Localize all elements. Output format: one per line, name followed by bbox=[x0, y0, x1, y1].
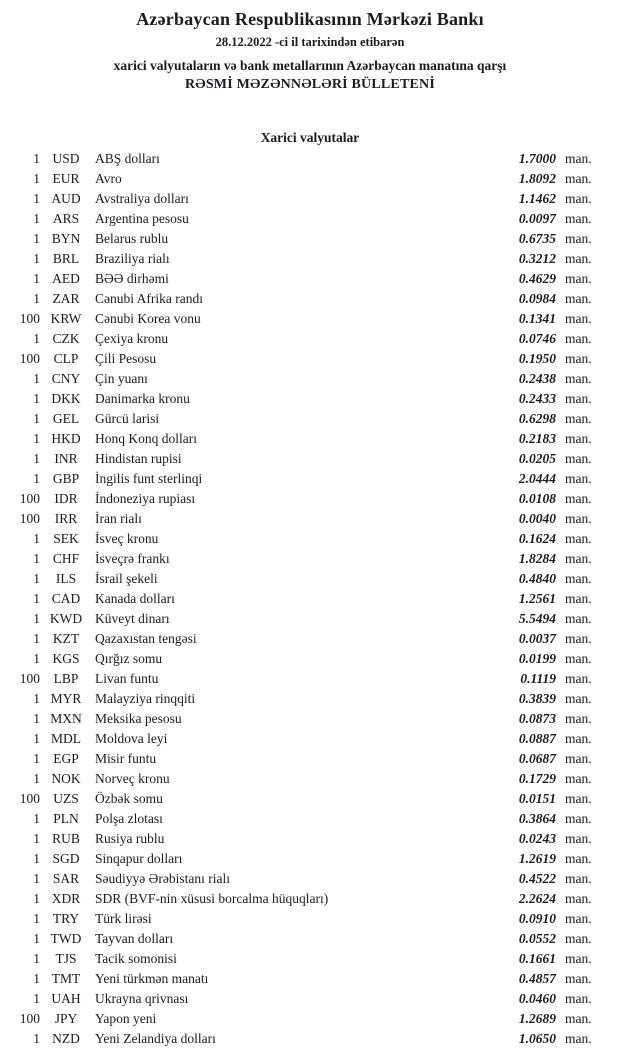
currency-code: GEL bbox=[52, 411, 80, 426]
currency-quantity: 1 bbox=[33, 191, 40, 206]
currency-unit: man. bbox=[565, 431, 592, 446]
currency-quantity: 1 bbox=[33, 1031, 40, 1046]
currency-unit: man. bbox=[565, 471, 592, 486]
currency-quantity: 1 bbox=[33, 811, 40, 826]
currency-code: CNY bbox=[51, 371, 81, 386]
currency-rate: 0.4857 bbox=[518, 971, 556, 986]
currency-code: RUB bbox=[52, 831, 80, 846]
currency-code: KZT bbox=[52, 631, 80, 646]
currency-unit: man. bbox=[565, 391, 592, 406]
currency-unit: man. bbox=[565, 271, 592, 286]
currency-quantity: 1 bbox=[33, 591, 40, 606]
currency-rate: 0.0552 bbox=[518, 931, 556, 946]
currency-code: KWD bbox=[49, 611, 83, 626]
currency-name: Danimarka kronu bbox=[95, 391, 190, 406]
rate-row bbox=[0, 629, 620, 649]
currency-rate: 1.7000 bbox=[518, 151, 556, 166]
rate-row bbox=[0, 289, 620, 309]
currency-unit: man. bbox=[565, 311, 592, 326]
currency-rate: 2.0444 bbox=[518, 471, 556, 486]
currency-name: Braziliya rialı bbox=[95, 251, 170, 266]
rate-row bbox=[0, 689, 620, 709]
rate-row bbox=[0, 909, 620, 929]
rate-row bbox=[0, 469, 620, 489]
currency-code: MXN bbox=[50, 711, 82, 726]
currency-quantity: 1 bbox=[33, 991, 40, 1006]
currency-code: CAD bbox=[51, 591, 81, 606]
currency-code: SGD bbox=[52, 851, 80, 866]
currency-quantity: 1 bbox=[33, 231, 40, 246]
currency-rate: 0.6298 bbox=[518, 411, 556, 426]
bank-title: Azərbaycan Respublikasının Mərkəzi Bankı bbox=[136, 9, 484, 29]
currency-quantity: 100 bbox=[19, 671, 40, 686]
exchange-rates-table bbox=[0, 149, 620, 1049]
rate-row bbox=[0, 649, 620, 669]
currency-name: Cənubi Korea vonu bbox=[95, 311, 201, 326]
currency-quantity: 1 bbox=[33, 171, 40, 186]
currency-quantity: 1 bbox=[33, 971, 40, 986]
currency-rate: 0.3864 bbox=[518, 811, 556, 826]
currency-rate: 1.0650 bbox=[518, 1031, 556, 1046]
currency-rate: 0.0097 bbox=[518, 211, 556, 226]
currency-name: Argentina pesosu bbox=[95, 211, 189, 226]
currency-code: IDR bbox=[54, 491, 78, 506]
effective-date-line: 28.12.2022 -ci il tarixindən etibarən bbox=[215, 35, 405, 49]
currency-quantity: 1 bbox=[33, 891, 40, 906]
currency-quantity: 1 bbox=[33, 871, 40, 886]
rate-row bbox=[0, 729, 620, 749]
currency-unit: man. bbox=[565, 411, 592, 426]
currency-quantity: 1 bbox=[33, 411, 40, 426]
currency-rate: 0.0687 bbox=[518, 751, 556, 766]
currency-name: İsveçrə frankı bbox=[95, 551, 170, 566]
currency-unit: man. bbox=[565, 911, 592, 926]
currency-rate: 0.0151 bbox=[518, 791, 556, 806]
rate-row bbox=[0, 1009, 620, 1029]
currency-quantity: 1 bbox=[33, 831, 40, 846]
currency-unit: man. bbox=[565, 651, 592, 666]
currency-quantity: 1 bbox=[33, 751, 40, 766]
currency-quantity: 1 bbox=[33, 571, 40, 586]
currency-quantity: 1 bbox=[33, 251, 40, 266]
currency-code: KRW bbox=[50, 311, 82, 326]
currency-code: PLN bbox=[53, 811, 79, 826]
currency-name: Malayziya rinqqiti bbox=[95, 691, 196, 706]
currency-unit: man. bbox=[565, 211, 592, 226]
currency-quantity: 1 bbox=[33, 711, 40, 726]
currency-name: Meksika pesosu bbox=[95, 711, 182, 726]
currency-name: Polşa zlotası bbox=[95, 811, 163, 826]
rate-row bbox=[0, 609, 620, 629]
rate-row bbox=[0, 849, 620, 869]
currency-code: UAH bbox=[51, 991, 81, 1006]
currency-quantity: 100 bbox=[19, 791, 40, 806]
currency-unit: man. bbox=[565, 1011, 592, 1026]
currency-unit: man. bbox=[565, 371, 592, 386]
currency-unit: man. bbox=[565, 951, 592, 966]
currency-rate: 1.1462 bbox=[518, 191, 556, 206]
currency-name: Yapon yeni bbox=[95, 1011, 157, 1026]
currency-rate: 0.1729 bbox=[518, 771, 556, 786]
currency-quantity: 1 bbox=[33, 731, 40, 746]
currency-rate: 0.0887 bbox=[518, 731, 556, 746]
currency-rate: 0.0040 bbox=[518, 511, 556, 526]
rate-row bbox=[0, 669, 620, 689]
currency-name: Misir funtu bbox=[95, 751, 157, 766]
currency-rate: 0.6735 bbox=[518, 231, 556, 246]
currency-rate: 0.4840 bbox=[518, 571, 556, 586]
currency-rate: 0.3839 bbox=[518, 691, 556, 706]
rate-row bbox=[0, 1029, 620, 1049]
rate-row bbox=[0, 489, 620, 509]
rate-row bbox=[0, 949, 620, 969]
currency-rate: 0.4629 bbox=[518, 271, 556, 286]
rate-row bbox=[0, 789, 620, 809]
currency-unit: man. bbox=[565, 1031, 592, 1046]
currency-code: NZD bbox=[52, 1031, 80, 1046]
section-title-foreign-currencies: Xarici valyutalar bbox=[260, 130, 360, 145]
currency-unit: man. bbox=[565, 291, 592, 306]
currency-code: USD bbox=[52, 151, 80, 166]
currency-code: DKK bbox=[51, 391, 81, 406]
currency-quantity: 100 bbox=[19, 351, 40, 366]
currency-name: Tacik somonisi bbox=[95, 951, 177, 966]
currency-code: TWD bbox=[50, 931, 82, 946]
rate-row bbox=[0, 509, 620, 529]
currency-quantity: 1 bbox=[33, 451, 40, 466]
currency-unit: man. bbox=[565, 571, 592, 586]
currency-code: SAR bbox=[52, 871, 80, 886]
currency-unit: man. bbox=[565, 231, 592, 246]
currency-unit: man. bbox=[565, 191, 592, 206]
currency-unit: man. bbox=[565, 791, 592, 806]
currency-quantity: 1 bbox=[33, 691, 40, 706]
currency-name: SDR (BVF-nin xüsusi borcalma hüquqları) bbox=[95, 891, 329, 906]
currency-unit: man. bbox=[565, 691, 592, 706]
currency-rate: 1.8284 bbox=[518, 551, 556, 566]
rate-row bbox=[0, 589, 620, 609]
currency-name: İsrail şekeli bbox=[95, 571, 158, 586]
currency-name: Belarus rublu bbox=[95, 231, 169, 246]
currency-name: Norveç kronu bbox=[95, 771, 170, 786]
rate-row bbox=[0, 529, 620, 549]
currency-quantity: 1 bbox=[33, 851, 40, 866]
currency-quantity: 1 bbox=[33, 771, 40, 786]
currency-code: EUR bbox=[52, 171, 80, 186]
currency-code: LBP bbox=[53, 671, 79, 686]
currency-name: İsveç kronu bbox=[95, 531, 159, 546]
currency-code: NOK bbox=[51, 771, 81, 786]
currency-quantity: 100 bbox=[19, 311, 40, 326]
currency-name: Avstraliya dolları bbox=[95, 191, 189, 206]
currency-rate: 0.0108 bbox=[518, 491, 556, 506]
rate-row bbox=[0, 209, 620, 229]
currency-name: Sinqapur dolları bbox=[95, 851, 183, 866]
currency-unit: man. bbox=[565, 331, 592, 346]
rate-row bbox=[0, 389, 620, 409]
rate-row bbox=[0, 989, 620, 1009]
currency-quantity: 100 bbox=[19, 1011, 40, 1026]
currency-name: Çexiya kronu bbox=[95, 331, 169, 346]
currency-rate: 0.2183 bbox=[518, 431, 556, 446]
currency-name: Hindistan rupisi bbox=[95, 451, 182, 466]
currency-unit: man. bbox=[565, 811, 592, 826]
currency-code: ILS bbox=[55, 571, 77, 586]
rate-row bbox=[0, 449, 620, 469]
currency-rate: 1.8092 bbox=[518, 171, 556, 186]
currency-quantity: 1 bbox=[33, 531, 40, 546]
currency-quantity: 1 bbox=[33, 471, 40, 486]
currency-rate: 0.2433 bbox=[518, 391, 556, 406]
rate-row bbox=[0, 149, 620, 169]
currency-name: İran rialı bbox=[95, 511, 142, 526]
currency-code: TRY bbox=[52, 911, 80, 926]
currency-rate: 0.2438 bbox=[518, 371, 556, 386]
currency-code: AUD bbox=[51, 191, 81, 206]
rate-row bbox=[0, 429, 620, 449]
currency-code: BYN bbox=[51, 231, 81, 246]
currency-quantity: 1 bbox=[33, 911, 40, 926]
bulletin-header bbox=[0, 8, 620, 94]
currency-code: MDL bbox=[51, 731, 81, 746]
rate-row bbox=[0, 969, 620, 989]
currency-code: CZK bbox=[52, 331, 80, 346]
currency-unit: man. bbox=[565, 831, 592, 846]
currency-code: IRR bbox=[54, 511, 78, 526]
rate-row bbox=[0, 569, 620, 589]
currency-name: Yeni Zelandiya dolları bbox=[95, 1031, 216, 1046]
currency-rate: 2.2624 bbox=[518, 891, 556, 906]
currency-unit: man. bbox=[565, 451, 592, 466]
rate-row bbox=[0, 409, 620, 429]
currency-rate: 1.2619 bbox=[518, 851, 556, 866]
currency-code: HKD bbox=[51, 431, 81, 446]
currency-code: JPY bbox=[54, 1011, 78, 1026]
currency-code: AED bbox=[52, 271, 80, 286]
currency-rate: 0.3212 bbox=[518, 251, 556, 266]
currency-code: MYR bbox=[50, 691, 82, 706]
currency-name: ABŞ dolları bbox=[95, 151, 160, 166]
rate-row bbox=[0, 269, 620, 289]
rate-row bbox=[0, 829, 620, 849]
rate-row bbox=[0, 749, 620, 769]
currency-name: Moldova leyi bbox=[95, 731, 168, 746]
currency-quantity: 1 bbox=[33, 271, 40, 286]
currency-name: Ukrayna qrivnası bbox=[95, 991, 189, 1006]
currency-unit: man. bbox=[565, 551, 592, 566]
currency-unit: man. bbox=[565, 351, 592, 366]
currency-quantity: 100 bbox=[19, 511, 40, 526]
rate-row bbox=[0, 309, 620, 329]
currency-unit: man. bbox=[565, 991, 592, 1006]
currency-unit: man. bbox=[565, 251, 592, 266]
currency-quantity: 1 bbox=[33, 211, 40, 226]
currency-name: BƏƏ dirhəmi bbox=[95, 271, 169, 286]
currency-unit: man. bbox=[565, 171, 592, 186]
currency-unit: man. bbox=[565, 611, 592, 626]
currency-rate: 0.1624 bbox=[518, 531, 556, 546]
currency-unit: man. bbox=[565, 591, 592, 606]
currency-unit: man. bbox=[565, 531, 592, 546]
currency-rate: 1.2689 bbox=[518, 1011, 556, 1026]
currency-rate: 5.5494 bbox=[518, 611, 556, 626]
rate-row bbox=[0, 229, 620, 249]
currency-code: KGS bbox=[52, 651, 80, 666]
currency-rate: 0.0746 bbox=[518, 331, 556, 346]
rate-row bbox=[0, 889, 620, 909]
currency-rate: 0.0037 bbox=[518, 631, 556, 646]
currency-code: ARS bbox=[52, 211, 80, 226]
currency-unit: man. bbox=[565, 931, 592, 946]
rate-row bbox=[0, 249, 620, 269]
currency-unit: man. bbox=[565, 971, 592, 986]
currency-name: Cənubi Afrika randı bbox=[95, 291, 203, 306]
currency-unit: man. bbox=[565, 491, 592, 506]
currency-unit: man. bbox=[565, 511, 592, 526]
currency-rate: 0.4522 bbox=[518, 871, 556, 886]
rate-row bbox=[0, 189, 620, 209]
currency-rate: 0.0984 bbox=[518, 291, 556, 306]
currency-quantity: 1 bbox=[33, 291, 40, 306]
currency-quantity: 1 bbox=[33, 551, 40, 566]
currency-rate: 0.0460 bbox=[518, 991, 556, 1006]
currency-name: İndoneziya rupiası bbox=[95, 491, 196, 506]
currency-rate: 0.1661 bbox=[518, 951, 556, 966]
currency-quantity: 1 bbox=[33, 391, 40, 406]
currency-quantity: 1 bbox=[33, 631, 40, 646]
currency-quantity: 1 bbox=[33, 951, 40, 966]
rate-row bbox=[0, 769, 620, 789]
rate-row bbox=[0, 369, 620, 389]
currency-rate: 1.2561 bbox=[518, 591, 556, 606]
currency-unit: man. bbox=[565, 151, 592, 166]
currency-code: CHF bbox=[52, 551, 80, 566]
currency-rate: 0.0910 bbox=[518, 911, 556, 926]
currency-name: Gürcü larisi bbox=[95, 411, 160, 426]
currency-unit: man. bbox=[565, 871, 592, 886]
rate-row bbox=[0, 169, 620, 189]
currency-name: Səudiyyə Ərəbistanı rialı bbox=[95, 871, 230, 886]
currency-unit: man. bbox=[565, 671, 592, 686]
currency-name: Küveyt dinarı bbox=[95, 611, 170, 626]
currency-code: UZS bbox=[53, 791, 79, 806]
rate-row bbox=[0, 869, 620, 889]
rate-row bbox=[0, 549, 620, 569]
currency-name: Livan funtu bbox=[95, 671, 159, 686]
rate-row bbox=[0, 809, 620, 829]
currency-name: Kanada dolları bbox=[95, 591, 175, 606]
currency-name: Yeni türkmən manatı bbox=[95, 971, 209, 986]
currency-unit: man. bbox=[565, 731, 592, 746]
currency-code: BRL bbox=[52, 251, 80, 266]
currency-code: CLP bbox=[53, 351, 79, 366]
currency-code: TMT bbox=[51, 971, 81, 986]
currency-rate: 0.0873 bbox=[518, 711, 556, 726]
currency-code: ZAR bbox=[52, 291, 80, 306]
currency-name: Çin yuanı bbox=[95, 371, 148, 386]
bulletin-name: RƏSMİ MƏZƏNNƏLƏRİ BÜLLETENİ bbox=[184, 77, 436, 92]
currency-quantity: 100 bbox=[19, 491, 40, 506]
currency-name: Qırğız somu bbox=[95, 651, 163, 666]
rate-row bbox=[0, 709, 620, 729]
currency-name: Honq Konq dolları bbox=[95, 431, 197, 446]
currency-name: Avro bbox=[95, 171, 122, 186]
currency-name: Qazaxıstan tengəsi bbox=[95, 631, 197, 646]
currency-quantity: 1 bbox=[33, 151, 40, 166]
currency-unit: man. bbox=[565, 751, 592, 766]
rate-row bbox=[0, 329, 620, 349]
currency-name: Türk lirəsi bbox=[95, 911, 152, 926]
currency-code: TJS bbox=[55, 951, 77, 966]
currency-name: Rusiya rublu bbox=[95, 831, 165, 846]
currency-unit: man. bbox=[565, 891, 592, 906]
currency-quantity: 1 bbox=[33, 431, 40, 446]
rate-row bbox=[0, 929, 620, 949]
currency-unit: man. bbox=[565, 771, 592, 786]
currency-code: INR bbox=[54, 451, 78, 466]
currency-name: Çili Pesosu bbox=[95, 351, 157, 366]
currency-rate: 0.0205 bbox=[518, 451, 556, 466]
currency-quantity: 1 bbox=[33, 331, 40, 346]
currency-rate: 0.0199 bbox=[518, 651, 556, 666]
rate-row bbox=[0, 349, 620, 369]
currency-quantity: 1 bbox=[33, 931, 40, 946]
currency-unit: man. bbox=[565, 851, 592, 866]
currency-code: SEK bbox=[53, 531, 79, 546]
currency-code: GBP bbox=[52, 471, 80, 486]
currency-rate: 0.1341 bbox=[518, 311, 556, 326]
currency-unit: man. bbox=[565, 631, 592, 646]
currency-rate: 0.1950 bbox=[518, 351, 556, 366]
currency-quantity: 1 bbox=[33, 371, 40, 386]
currency-rate: 0.0243 bbox=[518, 831, 556, 846]
currency-code: EGP bbox=[53, 751, 79, 766]
currency-name: Tayvan dolları bbox=[95, 931, 174, 946]
currency-quantity: 1 bbox=[33, 611, 40, 626]
currency-name: Özbək somu bbox=[95, 791, 163, 806]
currency-name: İngilis funt sterlinqi bbox=[95, 471, 203, 486]
bulletin-subtitle: xarici valyutaların və bank metallarının Azərbaycan manatına qarşı bbox=[113, 58, 507, 73]
currency-quantity: 1 bbox=[33, 651, 40, 666]
currency-unit: man. bbox=[565, 711, 592, 726]
currency-rate: 0.1119 bbox=[520, 671, 556, 686]
currency-code: XDR bbox=[51, 891, 81, 906]
